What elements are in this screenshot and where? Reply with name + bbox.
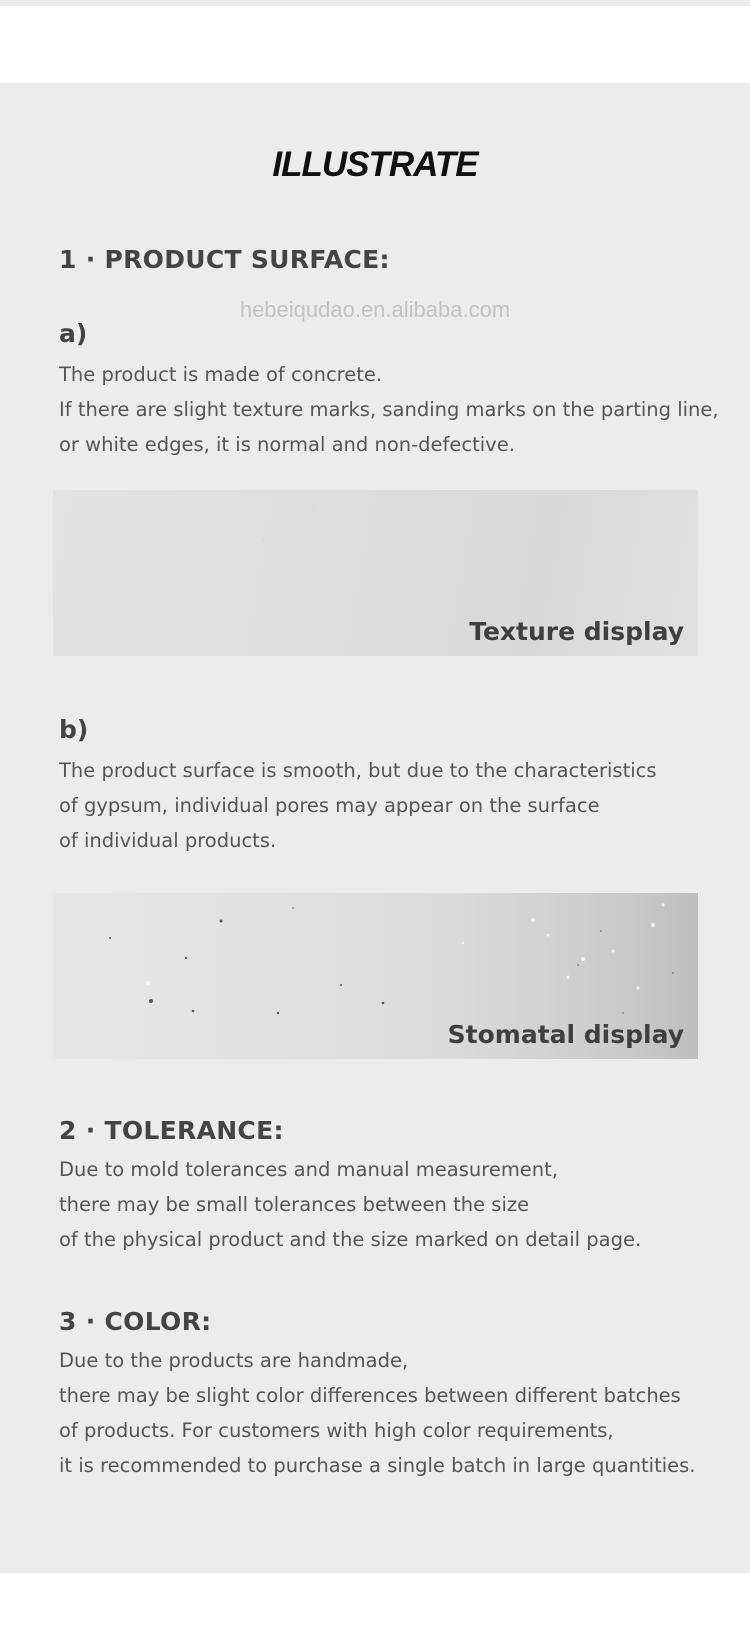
text-line: it is recommended to purchase a single batch in large quantities.	[59, 1454, 696, 1477]
text-line: Due to mold tolerances and manual measurement,	[59, 1158, 559, 1181]
text-line: or white edges, it is normal and non-defective.	[59, 433, 515, 456]
top-strip	[0, 0, 750, 6]
paragraph-surface-b	[59, 753, 657, 858]
illustrate-panel	[0, 83, 750, 1573]
text-line: of products. For customers with high color requirements,	[59, 1419, 614, 1442]
section-heading-tolerance: 2 · TOLERANCE:	[59, 1116, 284, 1145]
text-line: The product surface is smooth, but due to the characteristics	[59, 759, 657, 782]
text-line: of individual products.	[59, 829, 277, 852]
texture-display-caption: Texture display	[469, 617, 684, 646]
subsection-label-b: b)	[59, 715, 89, 744]
paragraph-color	[59, 1343, 696, 1483]
text-line: The product is made of concrete.	[59, 363, 383, 386]
stomatal-display-image	[53, 893, 698, 1059]
watermark: hebeiqudao.en.alibaba.com	[239, 297, 511, 322]
section-heading-color: 3 · COLOR:	[59, 1307, 212, 1336]
section-heading-product-surface: 1 · PRODUCT SURFACE:	[59, 245, 390, 274]
paragraph-tolerance	[59, 1152, 641, 1257]
page-title: ILLUSTRATE	[272, 145, 478, 184]
text-line: there may be slight color differences between different batches	[59, 1384, 681, 1407]
text-line: of the physical product and the size marked on detail page.	[59, 1228, 642, 1251]
texture-display-image	[53, 490, 698, 656]
text-line: If there are slight texture marks, sanding marks on the parting line,	[59, 398, 719, 421]
text-line: there may be small tolerances between the size	[59, 1193, 530, 1216]
paragraph-surface-a	[59, 357, 719, 462]
text-line: Due to the products are handmade,	[59, 1349, 409, 1372]
subsection-label-a: a)	[59, 319, 88, 348]
text-line: of gypsum, individual pores may appear on the surface	[59, 794, 600, 817]
stomatal-display-caption: Stomatal display	[447, 1020, 684, 1049]
bottom-spacer	[0, 1573, 750, 1628]
